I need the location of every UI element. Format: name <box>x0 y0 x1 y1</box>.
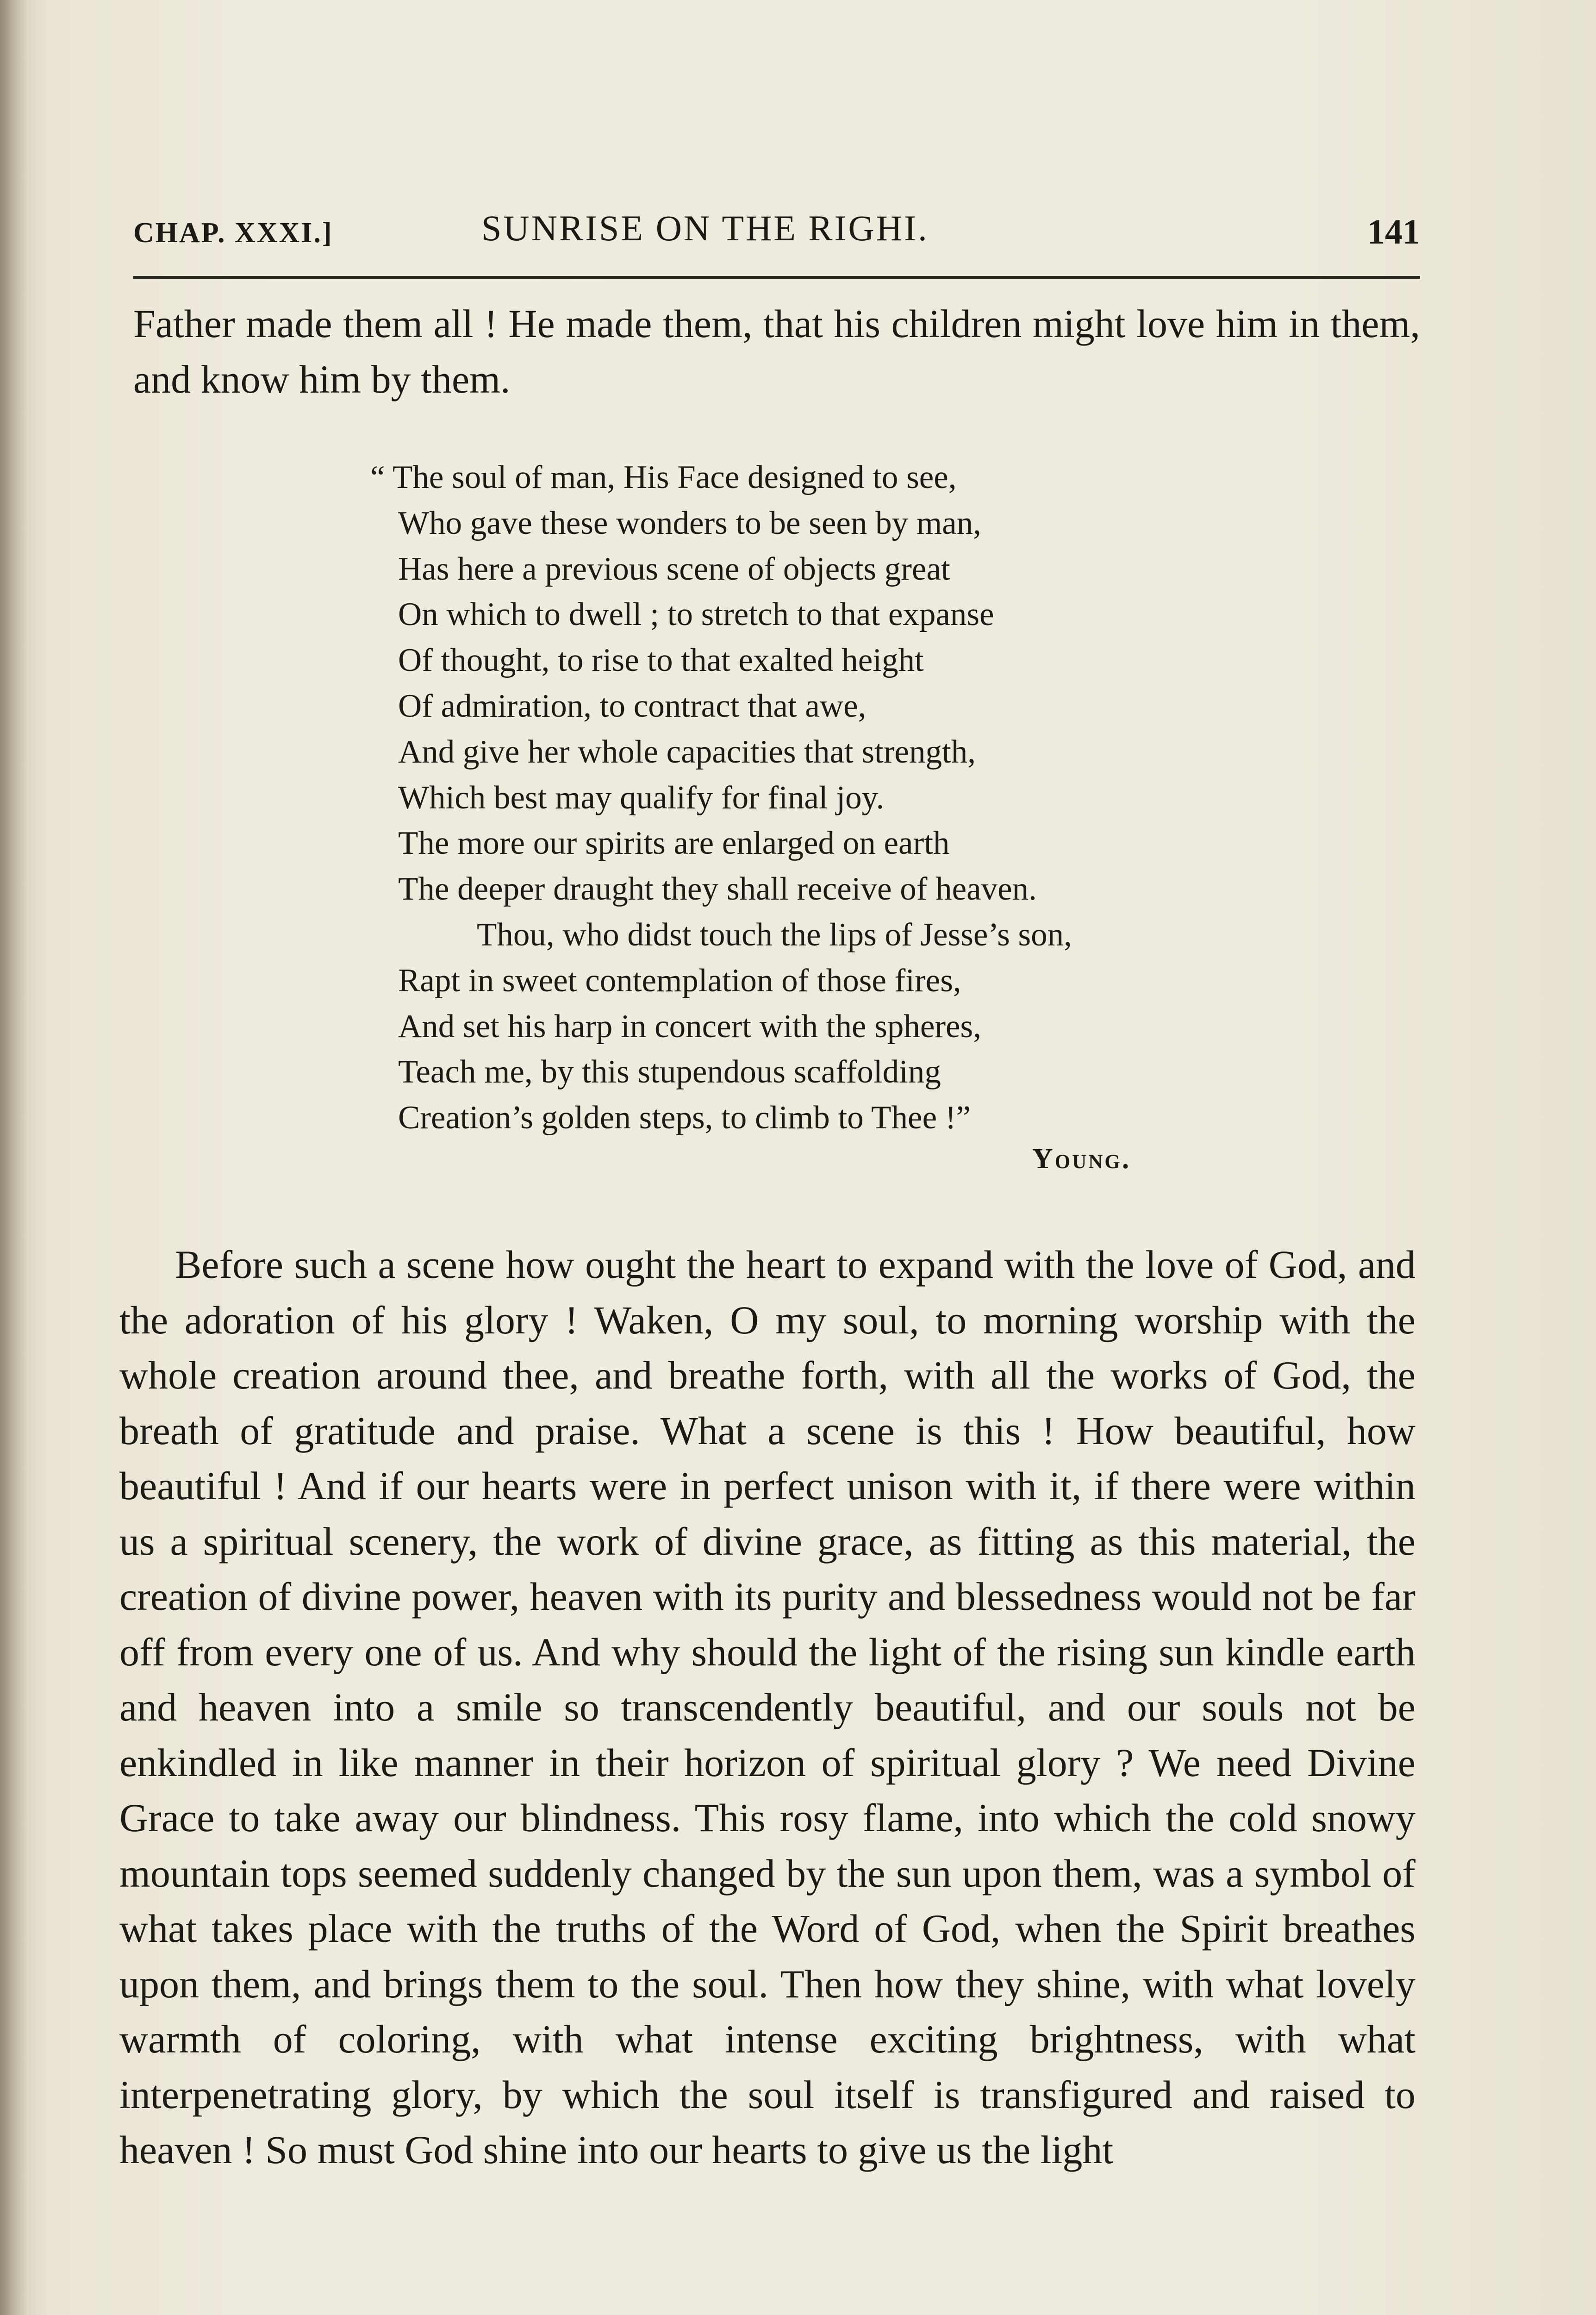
poem-line: Has here a previous scene of objects great <box>398 551 950 587</box>
paragraph-opening: Father made them all ! He made them, that his children might love him in them, and know him by them. <box>133 301 1420 401</box>
running-title: SUNRISE ON THE RIGHI. <box>481 208 929 248</box>
poem-attribution: Young. <box>1032 1143 1131 1175</box>
paragraph-main: Before such a scene how ought the heart to expand with the love of God, and the adoration of his glory ! Waken, O my soul, to morning worship with the whole creation around thee, and breathe forth, with all the works of God, the breath of gratitude and praise. What a scene is this ! How beautiful, how beautiful ! And if our hearts were in perfect unison with it, if there were within us a spiritual scenery, the work of divine grace, as fitting as this material, the creation of divine power, heaven with its purity and blessedness would not be far off from every one of us. And why should the light of the rising sun kindle earth and heaven into a smile so transcendently beautiful, and our souls not be enkindled in like manner in their horizon of spiritual glory ? We need Divine Grace to take away our blindness. This rosy flame, into which the cold snowy mountain tops seemed suddenly changed by the sun upon them, was a symbol of what takes place with the truths of the Word of God, when the Spirit breathes upon them, and brings them to the soul. Then how they shine, with what lovely warmth of coloring, with what intense exciting brightness, with what interpenetrating glory, by which the soul itself is transfigured and raised to heaven ! So must God shine into our hearts to give us the light <box>119 1242 1415 2172</box>
poem-line: The more our spirits are enlarged on earth <box>398 825 950 862</box>
poem-line: On which to dwell ; to stretch to that expanse <box>398 596 994 633</box>
poem-line: And set his harp in concert with the spheres, <box>398 1008 981 1045</box>
poem-line: Creation’s golden steps, to climb to Thee !” <box>398 1100 971 1136</box>
poem-line: Which best may qualify for final joy. <box>398 779 885 816</box>
header-rule <box>133 276 1420 279</box>
spine-shadow <box>0 0 28 2315</box>
poem-line: Rapt in sweet contemplation of those fires, <box>398 962 961 999</box>
poem-line: Who gave these wonders to be seen by man, <box>398 505 981 541</box>
poem-line: Of admiration, to contract that awe, <box>398 688 867 724</box>
poem-line: And give her whole capacities that strength, <box>398 733 976 770</box>
poem-quotation <box>361 455 1287 1141</box>
poem-line: Thou, who didst touch the lips of Jesse’s son, <box>477 916 1072 953</box>
running-head <box>133 207 1420 263</box>
poem-line: The deeper draught they shall receive of heaven. <box>398 871 1037 907</box>
poem-line: Of thought, to rise to that exalted height <box>398 642 924 679</box>
poem-line: Teach me, by this stupendous scaffolding <box>398 1054 941 1090</box>
poem-line: “ The soul of man, His Face designed to see, <box>370 459 957 495</box>
chapter-label: CHAP. XXXI.] <box>133 217 333 249</box>
page-number: 141 <box>1367 213 1420 251</box>
